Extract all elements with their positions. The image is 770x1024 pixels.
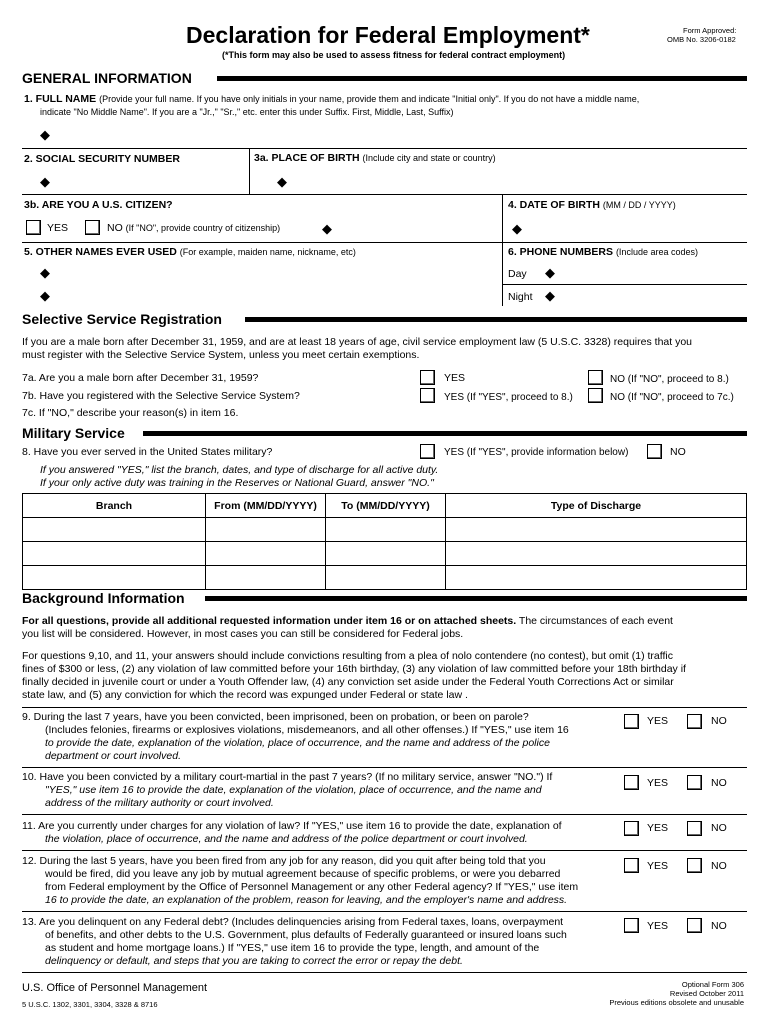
dob-label: 4. DATE OF BIRTH (MM / DD / YYYY) (508, 199, 676, 211)
q11-text: the violation, place of occurrence, and the name and address of the police department or court involved. (45, 833, 528, 845)
citizen-yes-checkbox[interactable] (26, 220, 41, 235)
q12-yes-checkbox[interactable] (624, 858, 639, 873)
citizenship-country-diamond-icon[interactable]: ◆ (322, 221, 332, 236)
divider (22, 850, 747, 851)
footer-form: Optional Form 306 (681, 980, 744, 989)
section-bar (143, 431, 747, 436)
table-cell[interactable] (326, 518, 446, 542)
other-names-input-diamond-icon[interactable]: ◆ (40, 288, 50, 303)
section-bar (245, 317, 747, 322)
citizen-no-label: NO (If "NO", provide country of citizenship) (107, 222, 281, 234)
q12-text: from Federal employment by the Office of Personnel Management or any other Federal agency? If "YES," use item (45, 881, 579, 893)
q9-text: (Includes felonies, firearms or explosives violations, misdemeanors, and all other offenses.) If "YES," use item 16 (45, 724, 569, 736)
q9-no-checkbox[interactable] (687, 714, 702, 729)
table-cell[interactable] (23, 542, 206, 566)
background-para: finally decided in juvenile court or under a Youth Offender law, (4) any conviction set aside under the Federal Youth Corrections Act or similar (22, 676, 674, 688)
phone-night-diamond-icon[interactable]: ◆ (545, 288, 555, 303)
q9-text: department or court involved. (45, 750, 181, 762)
q9-no-label: NO (711, 715, 727, 727)
q8-yes-label: YES (If "YES", provide information below) (444, 447, 629, 458)
q13-yes-label: YES (647, 920, 669, 932)
q9-yes-checkbox[interactable] (624, 714, 639, 729)
q10-text: 10. Have you been convicted by a military court-martial in the past 7 years? (If no military service, answer "NO.") If (22, 771, 553, 783)
place-of-birth-input-diamond-icon[interactable]: ◆ (277, 174, 287, 189)
q13-no-label: NO (711, 920, 727, 932)
table-cell[interactable] (23, 566, 206, 590)
ssn-input-diamond-icon[interactable]: ◆ (40, 174, 50, 189)
ssn-label: 2. SOCIAL SECURITY NUMBER (24, 153, 180, 165)
full-name-label: 1. FULL NAME (Provide your full name. If you have only initials in your name, provide them and indicate "Initial only". If you do not have a middle name, (24, 93, 640, 105)
footer-obsolete: Previous editions obsolete and unusable (609, 998, 744, 1007)
dob-input-diamond-icon[interactable]: ◆ (512, 221, 522, 236)
q11-no-label: NO (711, 822, 727, 834)
form-subtitle: (*This form may also be used to assess fitness for federal contract employment) (222, 50, 566, 60)
col-from: From (MM/DD/YYYY) (206, 494, 326, 518)
footer-revised: Revised October 2011 (669, 989, 744, 998)
q7b-no-label: NO (If "NO", proceed to 7c.) (610, 392, 734, 403)
citizen-yes-label: YES (47, 222, 69, 234)
table-cell[interactable] (23, 518, 206, 542)
q11-yes-label: YES (647, 822, 669, 834)
q13-text: delinquency or default, and steps that you are taking to correct the error or repay the debt. (45, 955, 463, 967)
divider (22, 194, 747, 195)
section-bar (217, 76, 747, 81)
divider (22, 814, 747, 815)
q12-text: would be fired, did you leave any job by mutual agreement because of specific problems, or were you debarred (45, 868, 561, 880)
q9-text: 9. During the last 7 years, have you been convicted, been imprisoned, been on probation, or been on parole? (22, 711, 529, 723)
q12-text: 16 to provide the date, an explanation of the problem, reason for leaving, and the employer's name and address. (45, 894, 568, 906)
q7a-no-label: NO (If "NO", proceed to 8.) (610, 374, 729, 385)
table-row (23, 518, 747, 542)
q7a-text: 7a. Are you a male born after December 31, 1959? (22, 372, 259, 384)
q10-no-label: NO (711, 777, 727, 789)
full-name-help: indicate "No Middle Name". If you are a "Jr.," "Sr.," etc. enter this under Suffix. First, Middle, Last, Suffix) (40, 107, 454, 117)
citizen-label: 3b. ARE YOU A U.S. CITIZEN? (24, 199, 173, 211)
table-cell[interactable] (446, 518, 747, 542)
table-row (23, 566, 747, 590)
selective-section-title: Selective Service Registration (22, 311, 222, 327)
footer-usc: 5 U.S.C. 1302, 3301, 3304, 3328 & 8716 (22, 1000, 158, 1009)
q8-yes-checkbox[interactable] (420, 444, 435, 459)
divider (22, 972, 747, 973)
form-title: Declaration for Federal Employment* (186, 22, 590, 48)
form-approved: Form Approved: (683, 26, 737, 35)
place-of-birth-label: 3a. PLACE OF BIRTH (Include city and state or country) (254, 152, 496, 164)
q7b-yes-label: YES (If "YES", proceed to 8.) (444, 392, 573, 403)
q13-no-checkbox[interactable] (687, 918, 702, 933)
military-service-table (22, 493, 747, 590)
q12-no-checkbox[interactable] (687, 858, 702, 873)
q8-no-checkbox[interactable] (647, 444, 662, 459)
other-names-input-diamond-icon[interactable]: ◆ (40, 265, 50, 280)
q10-text: "YES," use item 16 to provide the date, explanation of the violation, place of occurrence, and the name and (45, 784, 542, 796)
other-names-label: 5. OTHER NAMES EVER USED (For example, maiden name, nickname, etc) (24, 246, 356, 258)
divider (22, 767, 747, 768)
table-row (23, 542, 747, 566)
q7b-text: 7b. Have you registered with the Selective Service System? (22, 390, 300, 402)
q10-yes-checkbox[interactable] (624, 775, 639, 790)
q9-text: to provide the date, explanation of the violation, place of occurrence, and the name and address of the police (45, 737, 550, 749)
col-discharge: Type of Discharge (446, 494, 747, 518)
table-cell[interactable] (326, 566, 446, 590)
citizen-no-checkbox[interactable] (85, 220, 100, 235)
selective-intro: must register with the Selective Service System, unless you meet certain exemptions. (22, 349, 420, 361)
q7a-yes-label: YES (444, 372, 466, 384)
divider (22, 242, 747, 243)
general-section-title: GENERAL INFORMATION (22, 70, 192, 86)
q11-yes-checkbox[interactable] (624, 821, 639, 836)
phone-night-label: Night (508, 291, 533, 303)
phone-day-label: Day (508, 268, 527, 280)
background-para: For questions 9,10, and 11, your answers should include convictions resulting from a plea of nolo contendere (no contest), but omit (1) traffic (22, 650, 673, 662)
q7b-yes-checkbox[interactable] (420, 388, 435, 403)
q9-yes-label: YES (647, 715, 669, 727)
divider (22, 707, 747, 708)
table-cell[interactable] (206, 566, 326, 590)
q7c-text: 7c. If "NO," describe your reason(s) in item 16. (22, 407, 239, 419)
q10-text: address of the military authority or court involved. (45, 797, 274, 809)
section-bar (205, 596, 747, 601)
table-cell[interactable] (206, 542, 326, 566)
phone-day-diamond-icon[interactable]: ◆ (545, 265, 555, 280)
divider (502, 194, 503, 306)
table-cell[interactable] (446, 542, 747, 566)
background-intro: For all questions, provide all additional requested information under item 16 or on attached sheets. The circumstances of each event (22, 615, 673, 627)
divider (22, 911, 747, 912)
col-branch: Branch (23, 494, 206, 518)
full-name-input-diamond-icon[interactable]: ◆ (40, 127, 50, 142)
col-to: To (MM/DD/YYYY) (326, 494, 446, 518)
military-note: If your only active duty was training in the Reserves or National Guard, answer "NO." (40, 477, 434, 489)
omb-number: OMB No. 3206-0182 (667, 35, 736, 44)
background-intro: you list will be considered. However, in most cases you can still be considered for Federal jobs. (22, 628, 464, 640)
military-section-title: Military Service (22, 425, 125, 441)
q8-no-label: NO (670, 446, 686, 458)
divider (249, 148, 250, 194)
q10-no-checkbox[interactable] (687, 775, 702, 790)
military-note: If you answered "YES," list the branch, dates, and type of discharge for all active duty. (40, 464, 439, 476)
divider (502, 284, 747, 285)
q13-yes-checkbox[interactable] (624, 918, 639, 933)
background-section-title: Background Information (22, 590, 185, 606)
q12-yes-label: YES (647, 860, 669, 872)
table-cell[interactable] (326, 542, 446, 566)
table-cell[interactable] (206, 518, 326, 542)
q11-text: 11. Are you currently under charges for any violation of law? If "YES," use item 16 to provide the date, explanation of (22, 820, 562, 832)
q8-text: 8. Have you ever served in the United States military? (22, 446, 273, 458)
q12-no-label: NO (711, 860, 727, 872)
divider (22, 148, 747, 149)
table-cell[interactable] (446, 566, 747, 590)
q11-no-checkbox[interactable] (687, 821, 702, 836)
q13-text: of benefits, and other debts to the U.S. Government, plus defaults of Federally guaranteed or insured loans such (45, 929, 567, 941)
footer-agency: U.S. Office of Personnel Management (22, 982, 208, 994)
background-para: state law, and (5) any conviction for which the record was expunged under Federal or state law . (22, 689, 468, 701)
phone-label: 6. PHONE NUMBERS (Include area codes) (508, 246, 698, 258)
q7a-no-checkbox[interactable] (588, 370, 603, 385)
q7a-yes-checkbox[interactable] (420, 370, 435, 385)
background-para: fines of $300 or less, (2) any violation of law committed before your 16th birthday, (3) any violation of law committed before your 18th birthday if (22, 663, 686, 675)
q10-yes-label: YES (647, 777, 669, 789)
q13-text: as student and home mortgage loans.) If "YES," use item 16 to provide the type, length, and amount of the (45, 942, 540, 954)
q12-text: 12. During the last 5 years, have you been fired from any job for any reason, did you quit after being told that you (22, 855, 546, 867)
q7b-no-checkbox[interactable] (588, 388, 603, 403)
q13-text: 13. Are you delinquent on any Federal debt? (Includes delinquencies arising from Federal taxes, loans, overpayment (22, 916, 564, 928)
selective-intro: If you are a male born after December 31, 1959, and are at least 18 years of age, civil service employment law (5 U.S.C. 3328) requires that you (22, 336, 693, 348)
